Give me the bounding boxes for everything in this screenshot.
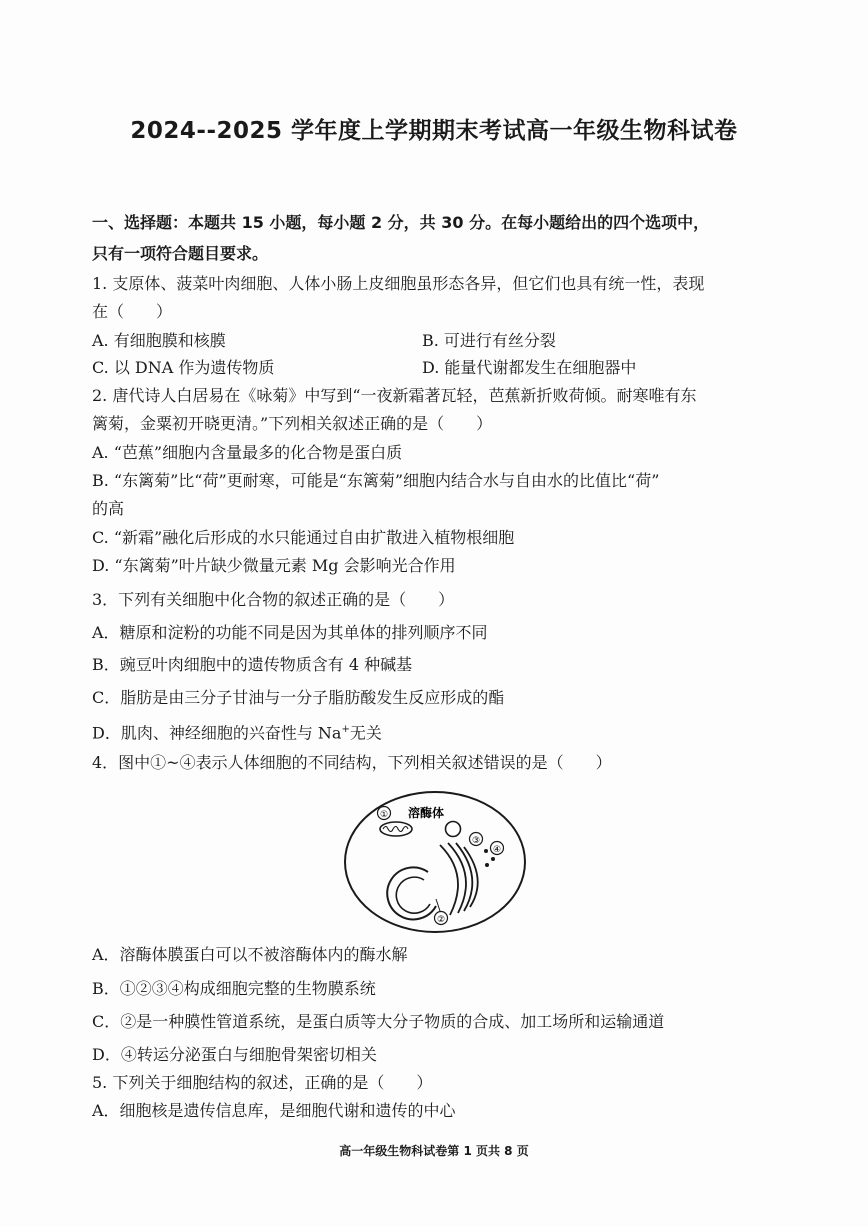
marker-3-label: ③ (471, 836, 481, 846)
q5-stem: 5. 下列关于细胞结构的叙述，正确的是（ ） (92, 1073, 433, 1092)
section-heading-line-2: 只有一项符合题目要求。 (92, 244, 269, 263)
q4-option-b: B．①②③④构成细胞完整的生物膜系统 (92, 979, 376, 998)
vesicle-dot (484, 849, 488, 853)
marker-1-label: ① (379, 810, 389, 820)
q3-option-d-suffix: 无关 (349, 723, 382, 743)
q3-option-d-text: D．肌肉、神经细胞的兴奋性与 Na (92, 723, 342, 743)
q3-option-b: B．豌豆叶肉细胞中的遗传物质含有 4 种碱基 (92, 655, 413, 674)
endoplasmic-reticulum-inner (396, 877, 430, 913)
golgi-cisterna (440, 845, 458, 915)
q3-option-a: A．糖原和淀粉的功能不同是因为其单体的排列顺序不同 (92, 623, 488, 642)
q1-option-c: C. 以 DNA 作为遗传物质 (92, 358, 275, 377)
q2-option-a: A. “芭蕉”细胞内含量最多的化合物是蛋白质 (92, 443, 403, 462)
endoplasmic-reticulum-outer (387, 867, 436, 919)
q2-option-b-line-2: 的高 (92, 499, 125, 518)
q1-option-d: D. 能量代谢都发生在细胞器中 (422, 358, 637, 377)
q1-option-row-2 (92, 358, 637, 378)
marker-2-leader-line (436, 899, 440, 911)
lysosome-label: 溶酶体 (408, 806, 445, 820)
q2-option-d: D. “东篱菊”叶片缺少微量元素 Mg 会影响光合作用 (92, 556, 456, 575)
q2-option-b-line-1: B. “东篱菊”比“荷”更耐寒，可能是“东篱菊”细胞内结合水与自由水的比值比“荷” (92, 471, 660, 490)
q4-stem: 4．图中①~④表示人体细胞的不同结构，下列相关叙述错误的是（ ） (92, 753, 612, 772)
page-footer: 高一年级生物科试卷第 1 页共 8 页 (339, 1144, 529, 1158)
vesicle-dot (485, 863, 489, 867)
section-heading-line-1: 一、选择题：本题共 15 小题，每小题 2 分，共 30 分。在每小题给出的四个选项中， (92, 213, 710, 232)
q2-option-c: C. “新霜”融化后形成的水只能通过自由扩散进入植物根细胞 (92, 528, 515, 547)
q1-option-a: A. 有细胞膜和核膜 (92, 331, 226, 350)
cell-structure-diagram (340, 787, 530, 937)
marker-2-label: ② (436, 915, 446, 925)
mitochondrion-shape (380, 822, 412, 836)
q1-option-row-1 (92, 331, 556, 351)
q3-option-c: C．脂肪是由三分子甘油与一分子脂肪酸发生反应形成的酯 (92, 688, 505, 707)
q1-stem-line-1: 1. 支原体、菠菜叶肉细胞、人体小肠上皮细胞虽形态各异，但它们也具有统一性，表现 (92, 274, 705, 293)
q1-option-b: B. 可进行有丝分裂 (422, 331, 556, 350)
q3-option-d-superscript: + (341, 724, 350, 735)
q5-option-a: A．细胞核是遗传信息库，是细胞代谢和遗传的中心 (92, 1101, 456, 1120)
q1-stem-line-2: 在（ ） (92, 302, 173, 321)
vesicle-dot (491, 857, 495, 861)
q3-option-d (92, 720, 382, 743)
lysosome-shape (446, 822, 461, 837)
golgi-cisterna (456, 843, 472, 911)
q2-stem-line-2: 篱菊，金粟初开晓更清。”下列相关叙述正确的是（ ） (92, 414, 493, 433)
exam-title: 2024--2025 学年度上学期期末考试高一年级生物科试卷 (130, 118, 738, 144)
q3-stem: 3．下列有关细胞中化合物的叙述正确的是（ ） (92, 590, 455, 609)
q4-option-a: A．溶酶体膜蛋白可以不被溶酶体内的酶水解 (92, 945, 408, 964)
q4-option-d: D．④转运分泌蛋白与细胞骨架密切相关 (92, 1045, 377, 1064)
mitochondrion-cristae (383, 827, 408, 832)
marker-4-label: ④ (492, 845, 502, 855)
q4-option-c: C．②是一种膜性管道系统，是蛋白质等大分子物质的合成、加工场所和运输通道 (92, 1012, 665, 1031)
q2-stem-line-1: 2. 唐代诗人白居易在《咏菊》中写到“一夜新霜著瓦轻，芭蕉新折败荷倾。耐寒唯有东 (92, 386, 697, 405)
